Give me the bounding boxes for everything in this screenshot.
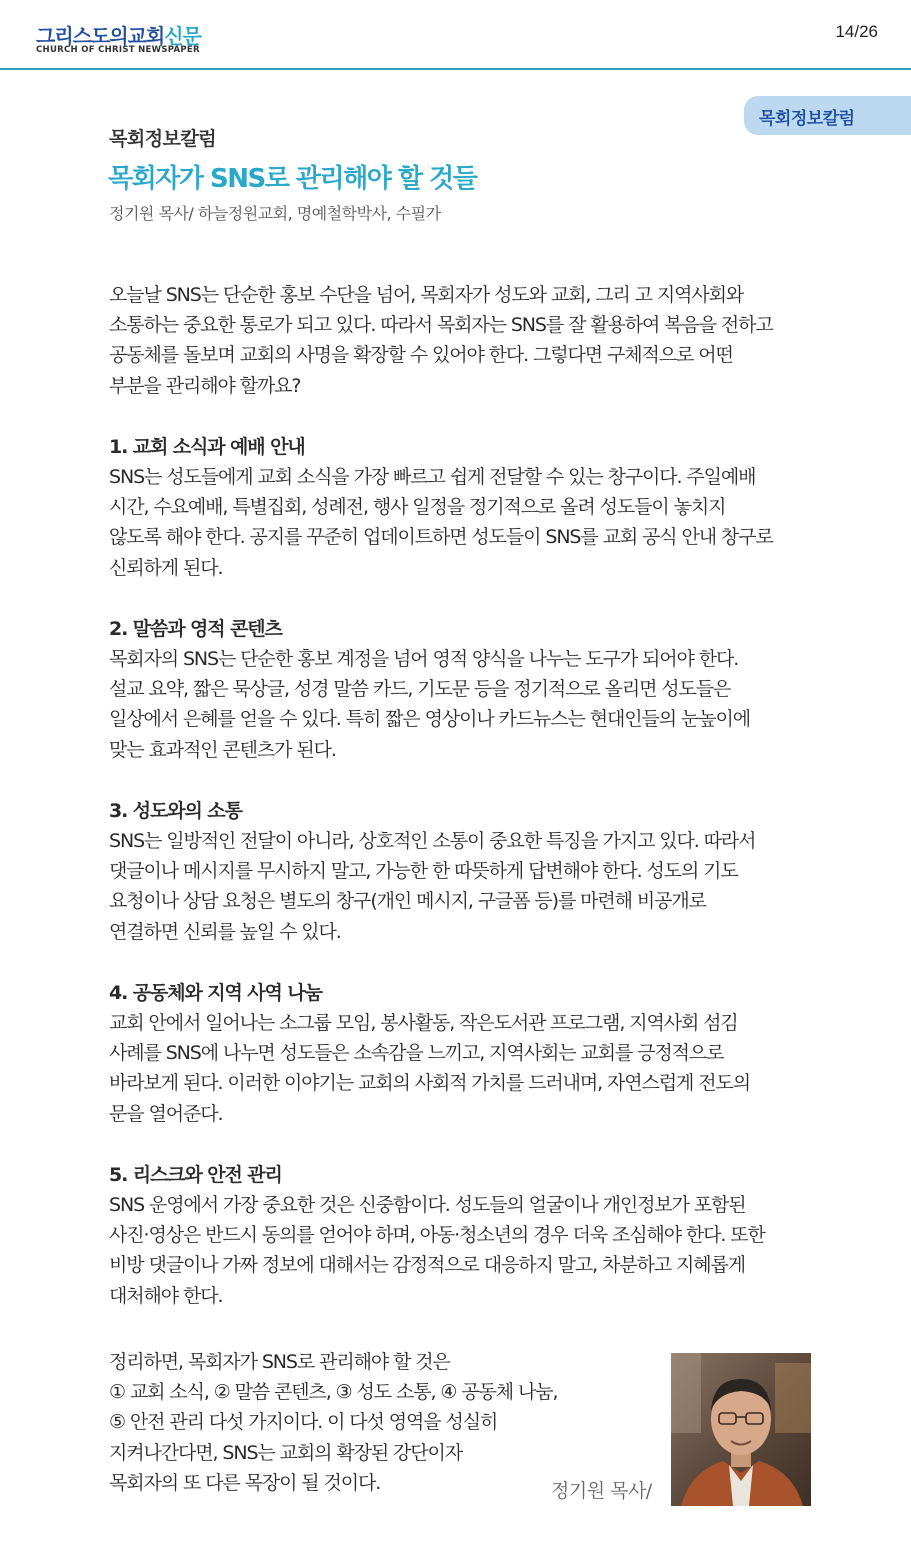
body-line: 신뢰하게 된다. xyxy=(109,556,223,579)
body-line: 댓글이나 메시지를 무시하지 말고, 가능한 한 따뜻하게 답변해야 한다. 성도의 기도 xyxy=(109,860,738,883)
closing-line: 목회자의 또 다른 목장이 될 것이다. xyxy=(109,1471,381,1494)
article-byline: 정기원 목사/ 하늘정원교회, 명예철학박사, 수필가 xyxy=(109,204,441,223)
body-line: 대처해야 한다. xyxy=(109,1284,223,1307)
section-heading: 1. 교회 소식과 예배 안내 xyxy=(109,435,305,458)
body-line: 문을 열어준다. xyxy=(109,1102,223,1125)
section-heading: 4. 공동체와 지역 사역 나눔 xyxy=(109,981,322,1004)
body-line: SNS는 성도들에게 교회 소식을 가장 빠르고 쉽게 전달할 수 있는 창구이다. 주일예배 xyxy=(109,466,756,489)
section-3 xyxy=(109,796,819,947)
section-4 xyxy=(109,978,819,1129)
page-number: 14/26 xyxy=(835,22,878,41)
body-line: 교회 안에서 일어나는 소그룹 모임, 봉사활동, 작은도서관 프로그램, 지역사회 섬김 xyxy=(109,1012,738,1035)
body-line: 부분을 관리해야 할까요? xyxy=(109,374,301,397)
closing-line: 지켜나간다면, SNS는 교회의 확장된 강단이자 xyxy=(109,1441,463,1464)
body-line: 사진·영상은 반드시 동의를 얻어야 하며, 아동·청소년의 경우 더욱 조심해야 한다. 또한 xyxy=(109,1224,765,1247)
logo-text-accent: 신문 xyxy=(164,24,201,48)
body-line: SNS는 일방적인 전달이 아니라, 상호적인 소통이 중요한 특징을 가지고 있다. 따라서 xyxy=(109,830,756,853)
logo-text-main: 그리스도의교회 xyxy=(36,24,165,48)
article-title: 목회자가 SNS로 관리해야 할 것들 xyxy=(108,164,477,194)
portrait-illustration xyxy=(671,1353,811,1506)
body-line: 일상에서 은혜를 얻을 수 있다. 특히 짧은 영상이나 카드뉴스는 현대인들의 눈높이에 xyxy=(109,708,750,731)
logo-subtitle: CHURCH OF CHRIST NEWSPAPER xyxy=(36,45,200,55)
author-portrait-photo xyxy=(671,1353,811,1506)
body-line: SNS 운영에서 가장 중요한 것은 신중함이다. 성도들의 얼굴이나 개인정보가 포함된 xyxy=(109,1194,746,1217)
section-label: 목회정보칼럼 xyxy=(109,128,217,150)
closing-line: ⑤ 안전 관리 다섯 가지이다. 이 다섯 영역을 성실히 xyxy=(109,1411,498,1434)
section-2 xyxy=(109,614,819,765)
body-line: 맞는 효과적인 콘텐츠가 된다. xyxy=(109,738,336,761)
body-line: 바라보게 된다. 이러한 이야기는 교회의 사회적 가치를 드러내며, 자연스럽게 전도의 xyxy=(109,1072,750,1095)
body-line: 공동체를 돌보며 교회의 사명을 확장할 수 있어야 한다. 그렇다면 구체적으로 어떤 xyxy=(109,344,733,367)
section-1 xyxy=(109,432,819,583)
body-line: 비방 댓글이나 가짜 정보에 대해서는 감정적으로 대응하지 말고, 차분하고 지혜롭게 xyxy=(109,1254,746,1277)
section-heading: 2. 말씀과 영적 콘텐츠 xyxy=(109,617,282,640)
intro-paragraph xyxy=(109,280,819,401)
column-category-label: 목회정보칼럼 xyxy=(759,109,855,129)
body-line: 설교 요약, 짧은 묵상글, 성경 말씀 카드, 기도문 등을 정기적으로 올리면 성도들은 xyxy=(109,678,731,701)
column-category-tag xyxy=(744,96,911,135)
body-line: 않도록 해야 한다. 공지를 꾸준히 업데이트하면 성도들이 SNS를 교회 공식 안내 창구로 xyxy=(109,526,773,549)
closing-line: ① 교회 소식, ② 말씀 콘텐츠, ③ 성도 소통, ④ 공동체 나눔, xyxy=(109,1381,558,1404)
section-heading: 5. 리스크와 안전 관리 xyxy=(109,1163,282,1186)
section-heading: 3. 성도와의 소통 xyxy=(109,799,242,822)
body-line: 요청이나 상담 요청은 별도의 창구(개인 메시지, 구글폼 등)를 마련해 비공개로 xyxy=(109,890,706,913)
body-line: 소통하는 중요한 통로가 되고 있다. 따라서 목회자는 SNS를 잘 활용하여 복음을 전하고 xyxy=(109,314,773,337)
article-body xyxy=(109,280,819,1311)
body-line: 오늘날 SNS는 단순한 홍보 수단을 넘어, 목회자가 성도와 교회, 그리 고 지역사회와 xyxy=(109,284,744,306)
body-line: 사례를 SNS에 나누면 성도들은 소속감을 느끼고, 지역사회는 교회를 긍정적으로 xyxy=(109,1042,724,1065)
page-header xyxy=(0,0,911,70)
body-line: 연결하면 신뢰를 높일 수 있다. xyxy=(109,920,341,943)
author-signature: 정기원 목사/ xyxy=(551,1480,652,1502)
section-5 xyxy=(109,1160,819,1311)
body-line: 목회자의 SNS는 단순한 홍보 계정을 넘어 영적 양식을 나누는 도구가 되어야 한다. xyxy=(109,648,739,671)
closing-line: 정리하면, 목회자가 SNS로 관리해야 할 것은 xyxy=(109,1351,450,1373)
body-line: 시간, 수요예배, 특별집회, 성례전, 행사 일정을 정기적으로 올려 성도들이 놓치지 xyxy=(109,496,726,519)
